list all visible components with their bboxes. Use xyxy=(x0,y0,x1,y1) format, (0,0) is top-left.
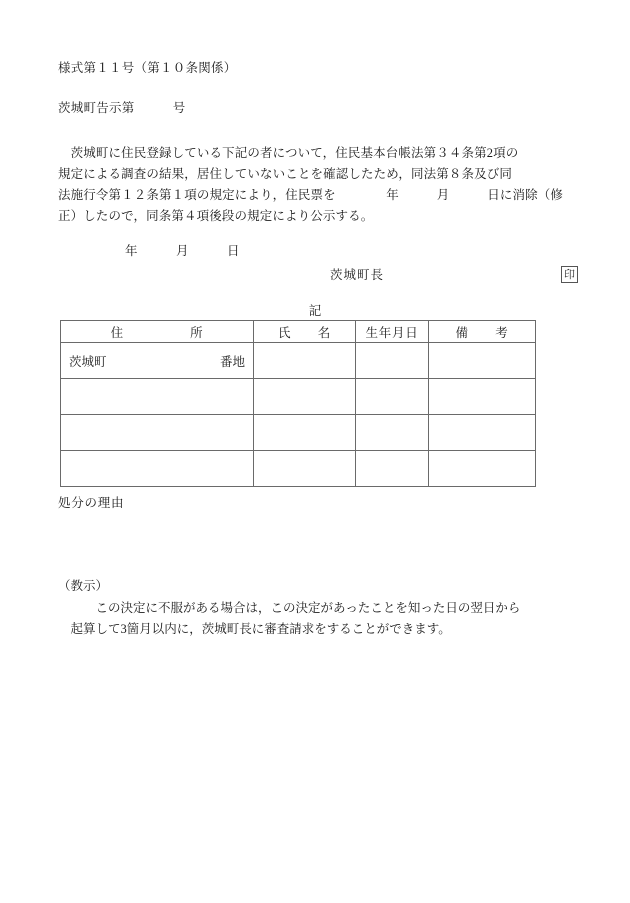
signer-title: 茨城町長 xyxy=(330,268,385,282)
form-number: 様式第１１号（第１０条関係） xyxy=(58,61,237,75)
cell-birthdate[interactable] xyxy=(356,343,429,379)
cell-name[interactable] xyxy=(254,379,356,415)
date-blank-line: 年 月 日 xyxy=(125,244,240,258)
instruction-line: 起算して3箇月以内に，茨城町長に審査請求をすることができます。 xyxy=(58,622,451,636)
body-line: 茨城町に住民登録している下記の者について，住民基本台帳法第３４条第2項の xyxy=(58,146,519,160)
table-row xyxy=(61,343,536,379)
cell-address[interactable] xyxy=(61,415,254,451)
table-row xyxy=(61,415,536,451)
instruction-line: この決定に不服がある場合は，この決定があったことを知った日の翌日から xyxy=(58,601,521,615)
table-row xyxy=(61,451,536,487)
cell-name[interactable] xyxy=(254,451,356,487)
disposition-reason-label: 処分の理由 xyxy=(58,496,125,510)
signature-row xyxy=(330,265,578,283)
body-line: 規定による調査の結果，居住していないことを確認したため，同法第８条及び同 xyxy=(58,167,513,181)
cell-address[interactable] xyxy=(61,343,254,379)
instruction-paragraph xyxy=(58,598,578,640)
residents-table xyxy=(60,320,536,487)
cell-remarks[interactable] xyxy=(429,343,536,379)
address-cell-inner xyxy=(61,451,253,486)
cell-remarks[interactable] xyxy=(429,451,536,487)
seal-stamp-box: 印 xyxy=(561,266,578,283)
address-cell-inner xyxy=(61,343,253,378)
cell-birthdate[interactable] xyxy=(356,451,429,487)
notice-number: 茨城町告示第 号 xyxy=(58,101,186,115)
cell-name[interactable] xyxy=(254,343,356,379)
table-header-row xyxy=(61,321,536,343)
body-line: 正）したので，同条第４項後段の規定により公示する。 xyxy=(58,209,374,223)
body-paragraph xyxy=(58,143,578,227)
cell-name[interactable] xyxy=(254,415,356,451)
cell-remarks[interactable] xyxy=(429,415,536,451)
record-label: 記 xyxy=(308,304,322,318)
body-line: 法施行令第１２条第１項の規定により，住民票を 年 月 日に消除（修 xyxy=(58,188,564,202)
column-header-birthdate: 生年月日 xyxy=(356,321,429,343)
instruction-section-label: （教示） xyxy=(58,579,109,593)
address-suffix: 番地 xyxy=(219,354,245,369)
column-header-name: 氏 名 xyxy=(254,321,356,343)
address-town: 茨城町 xyxy=(69,354,107,369)
cell-address[interactable] xyxy=(61,379,254,415)
column-header-address: 住 所 xyxy=(61,321,254,343)
cell-address[interactable] xyxy=(61,451,254,487)
cell-birthdate[interactable] xyxy=(356,379,429,415)
table-row xyxy=(61,379,536,415)
cell-remarks[interactable] xyxy=(429,379,536,415)
address-cell-inner xyxy=(61,415,253,450)
cell-birthdate[interactable] xyxy=(356,415,429,451)
column-header-remarks: 備 考 xyxy=(429,321,536,343)
address-cell-inner xyxy=(61,379,253,414)
